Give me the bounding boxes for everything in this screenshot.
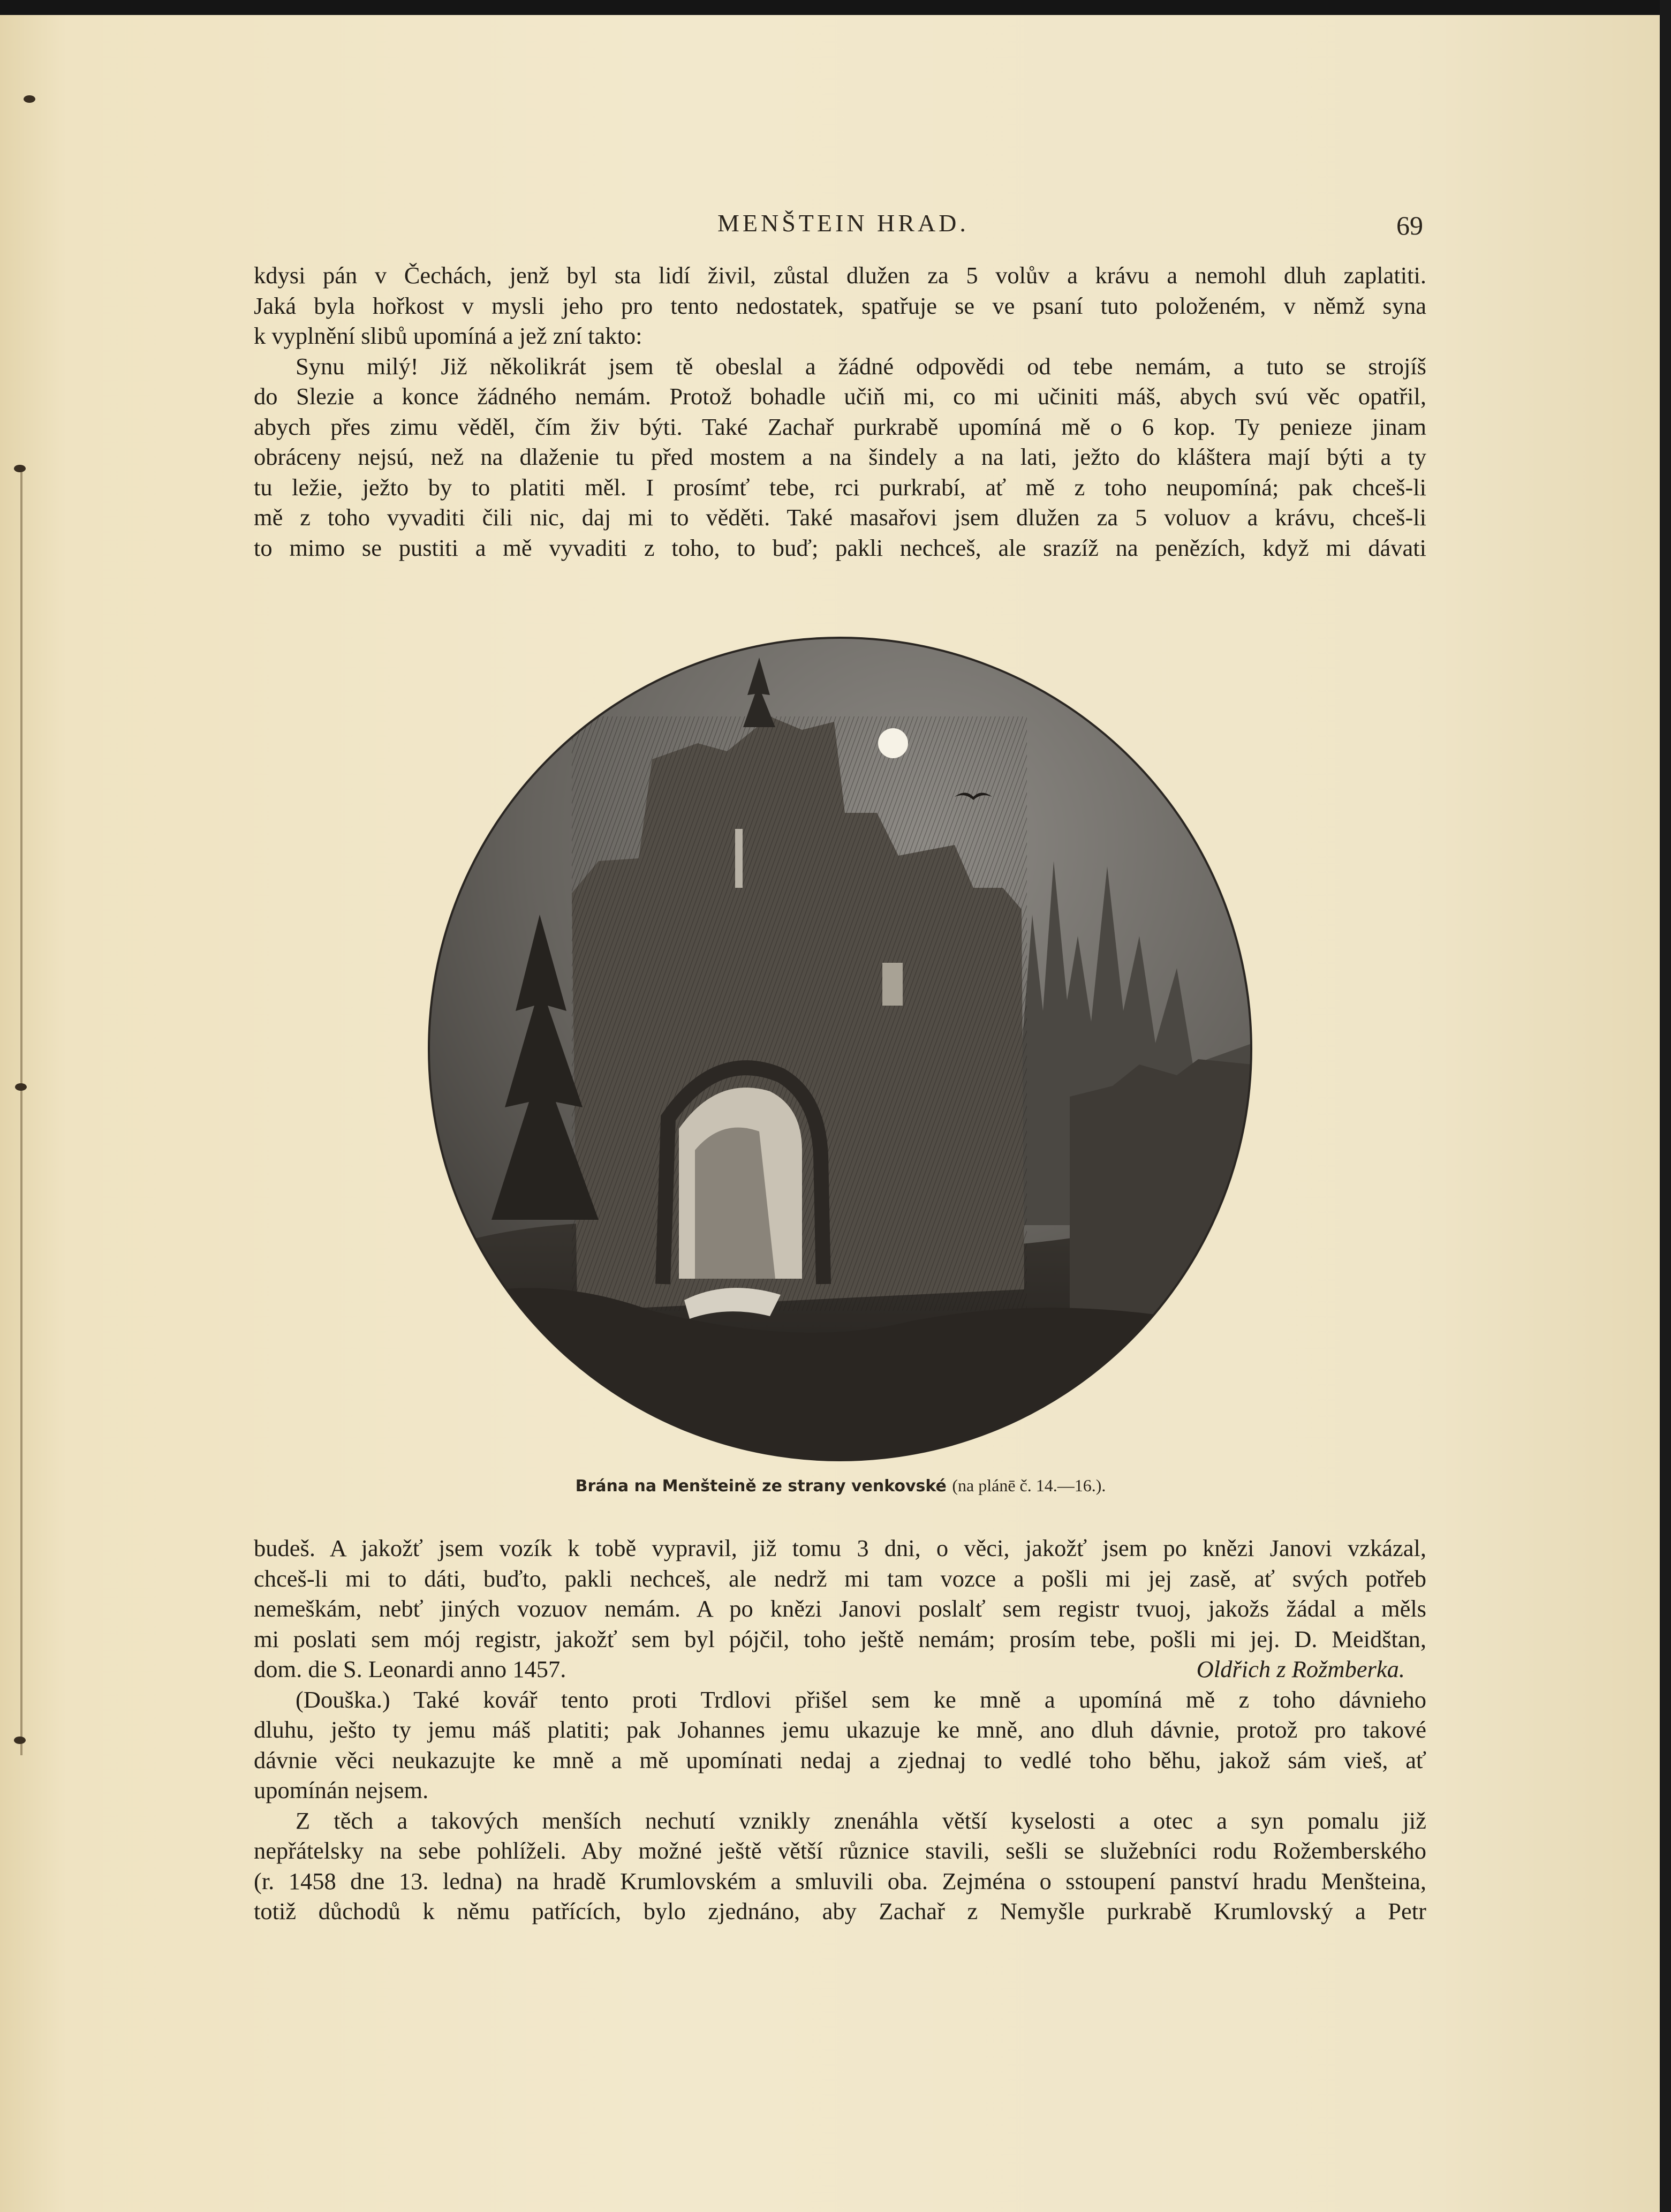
page-number: 69 [1396, 210, 1423, 240]
text-line: (r. 1458 dne 13. ledna) na hradě Krumlovském a smluvili oba. Zejména o sstoupení panství hradu Menšteina, [254, 1867, 1426, 1894]
text-line: k vyplnění slibů upomíná a jež zní takto: [254, 322, 642, 349]
body-text-top [254, 260, 1426, 563]
text-line: Z těch a takových menších nechutí vznikly znenáhla větší kyselosti a otec a syn pomalu již [296, 1807, 1426, 1834]
text-line: upomínán nejsem. [254, 1777, 429, 1803]
body-text-bottom [254, 1533, 1426, 1927]
text-line: dávnie věci neukazujte ke mně a mě upomínati nedaj a zjednaj to vedlé toho běhu, jakož sám vieš, ať [254, 1746, 1426, 1773]
text-line: tu ležie, ježto by to platiti měl. I prosímť tebe, rci purkrabí, ať mě z toho neupomíná; pak chceš-li [254, 473, 1426, 501]
text-line: Jaká byla hořkost v mysli jeho pro tento nedostatek, spatřuje se ve psaní tuto položeném, v němž syna [254, 292, 1426, 319]
text-line: mi poslati sem mój registr, jakožť sem byl pójčil, toho ještě nemám; prosím tebe, pošli mi jej. D. Meidštan, [254, 1625, 1426, 1652]
text-line: (Douška.) Také kovář tento proti Trdlovi přišel sem ke mně a upomíná mě z toho dávnieho [296, 1686, 1426, 1713]
text-line: nepřátelsky na sebe pohlíželi. Aby možné ještě větší různice stavili, sešli se služebníci rodu Rožemberského [254, 1837, 1426, 1864]
running-title: MENŠTEIN HRAD. [717, 209, 969, 237]
text-line: mě z toho vyvaditi čili nic, daj mi to věděti. Také masařovi jsem dlužen za 5 voluov a krávu, chceš-li [254, 504, 1426, 531]
text-line: totiž důchodů k němu patřících, bylo zjednáno, aby Zachař z Nemyšle purkrabě Krumlovský a Petr [254, 1898, 1426, 1924]
text-line: budeš. A jakožť jsem vozík k tobě vypravil, již tomu 3 dni, o věci, jakožť jsem po knězi Janovi vzkázal, [254, 1535, 1426, 1561]
letter-date: dom. die S. Leonardi anno 1457. [254, 1656, 566, 1682]
letter-signature: Oldřich z Rožmberka. [1196, 1656, 1405, 1682]
scan-top-edge [0, 0, 1671, 15]
dateline-row [254, 1654, 1426, 1685]
caption-reference: (na plánē č. 14.—16.). [952, 1476, 1106, 1495]
text-line: kdysi pán v Čechách, jenž byl sta lidí živil, zůstal dlužen za 5 volův a krávu a nemohl dluh zaplatiti. [254, 262, 1426, 289]
binding-edge [20, 470, 22, 1755]
text-line: dluhu, ješto ty jemu máš platiti; pak Johannes jemu ukazuje ke mně, ano dluh dávnie, protož pro takové [254, 1716, 1426, 1743]
castle-gate-engraving [427, 636, 1253, 1462]
text-line: chceš-li mi to dáti, buďto, pakli nechceš, ale nedrž mi tam vozce a pošli mi jej zasě, ať svých potřeb [254, 1565, 1426, 1592]
text-line: do Slezie a konce žádného nemám. Protož bohadle učiň mi, co mi učiniti máš, abych svú věc opatřil, [254, 383, 1426, 410]
page-tear-mark [14, 1737, 26, 1744]
text-line: to mimo se pustiti a mě vyvaditi z toho, to buď; pakli nechceš, ale srazíž na penězích, když mi dávati [254, 534, 1426, 561]
text-line: nemeškám, nebť jiných vozuov nemám. A po knězi Janovi poslalť sem registr tvuoj, jakožs žádal a měls [254, 1595, 1426, 1622]
text-line: Synu milý! Již několikrát jsem tě obeslal a žádné odpovědi od tebe nemám, a tuto se strojíš [296, 352, 1426, 380]
page-tear-mark [24, 95, 35, 103]
caption-title: Brána na Menšteině ze strany venkovské [575, 1477, 947, 1496]
illustration-caption [562, 1476, 1119, 1496]
scan-right-edge [1660, 0, 1671, 2212]
text-line: abych přes zimu věděl, čím živ býti. Také Zachař purkrabě upomíná mě o 6 kop. Ty penieze jinam [254, 413, 1426, 440]
page-tear-mark [15, 1083, 27, 1091]
page-tear-mark [14, 465, 26, 472]
text-line: obráceny nejsú, než na dlaženie tu před mostem a na šindely a na lati, ježto do kláštera mají býti a ty [254, 443, 1426, 470]
book-page [0, 15, 1660, 2212]
